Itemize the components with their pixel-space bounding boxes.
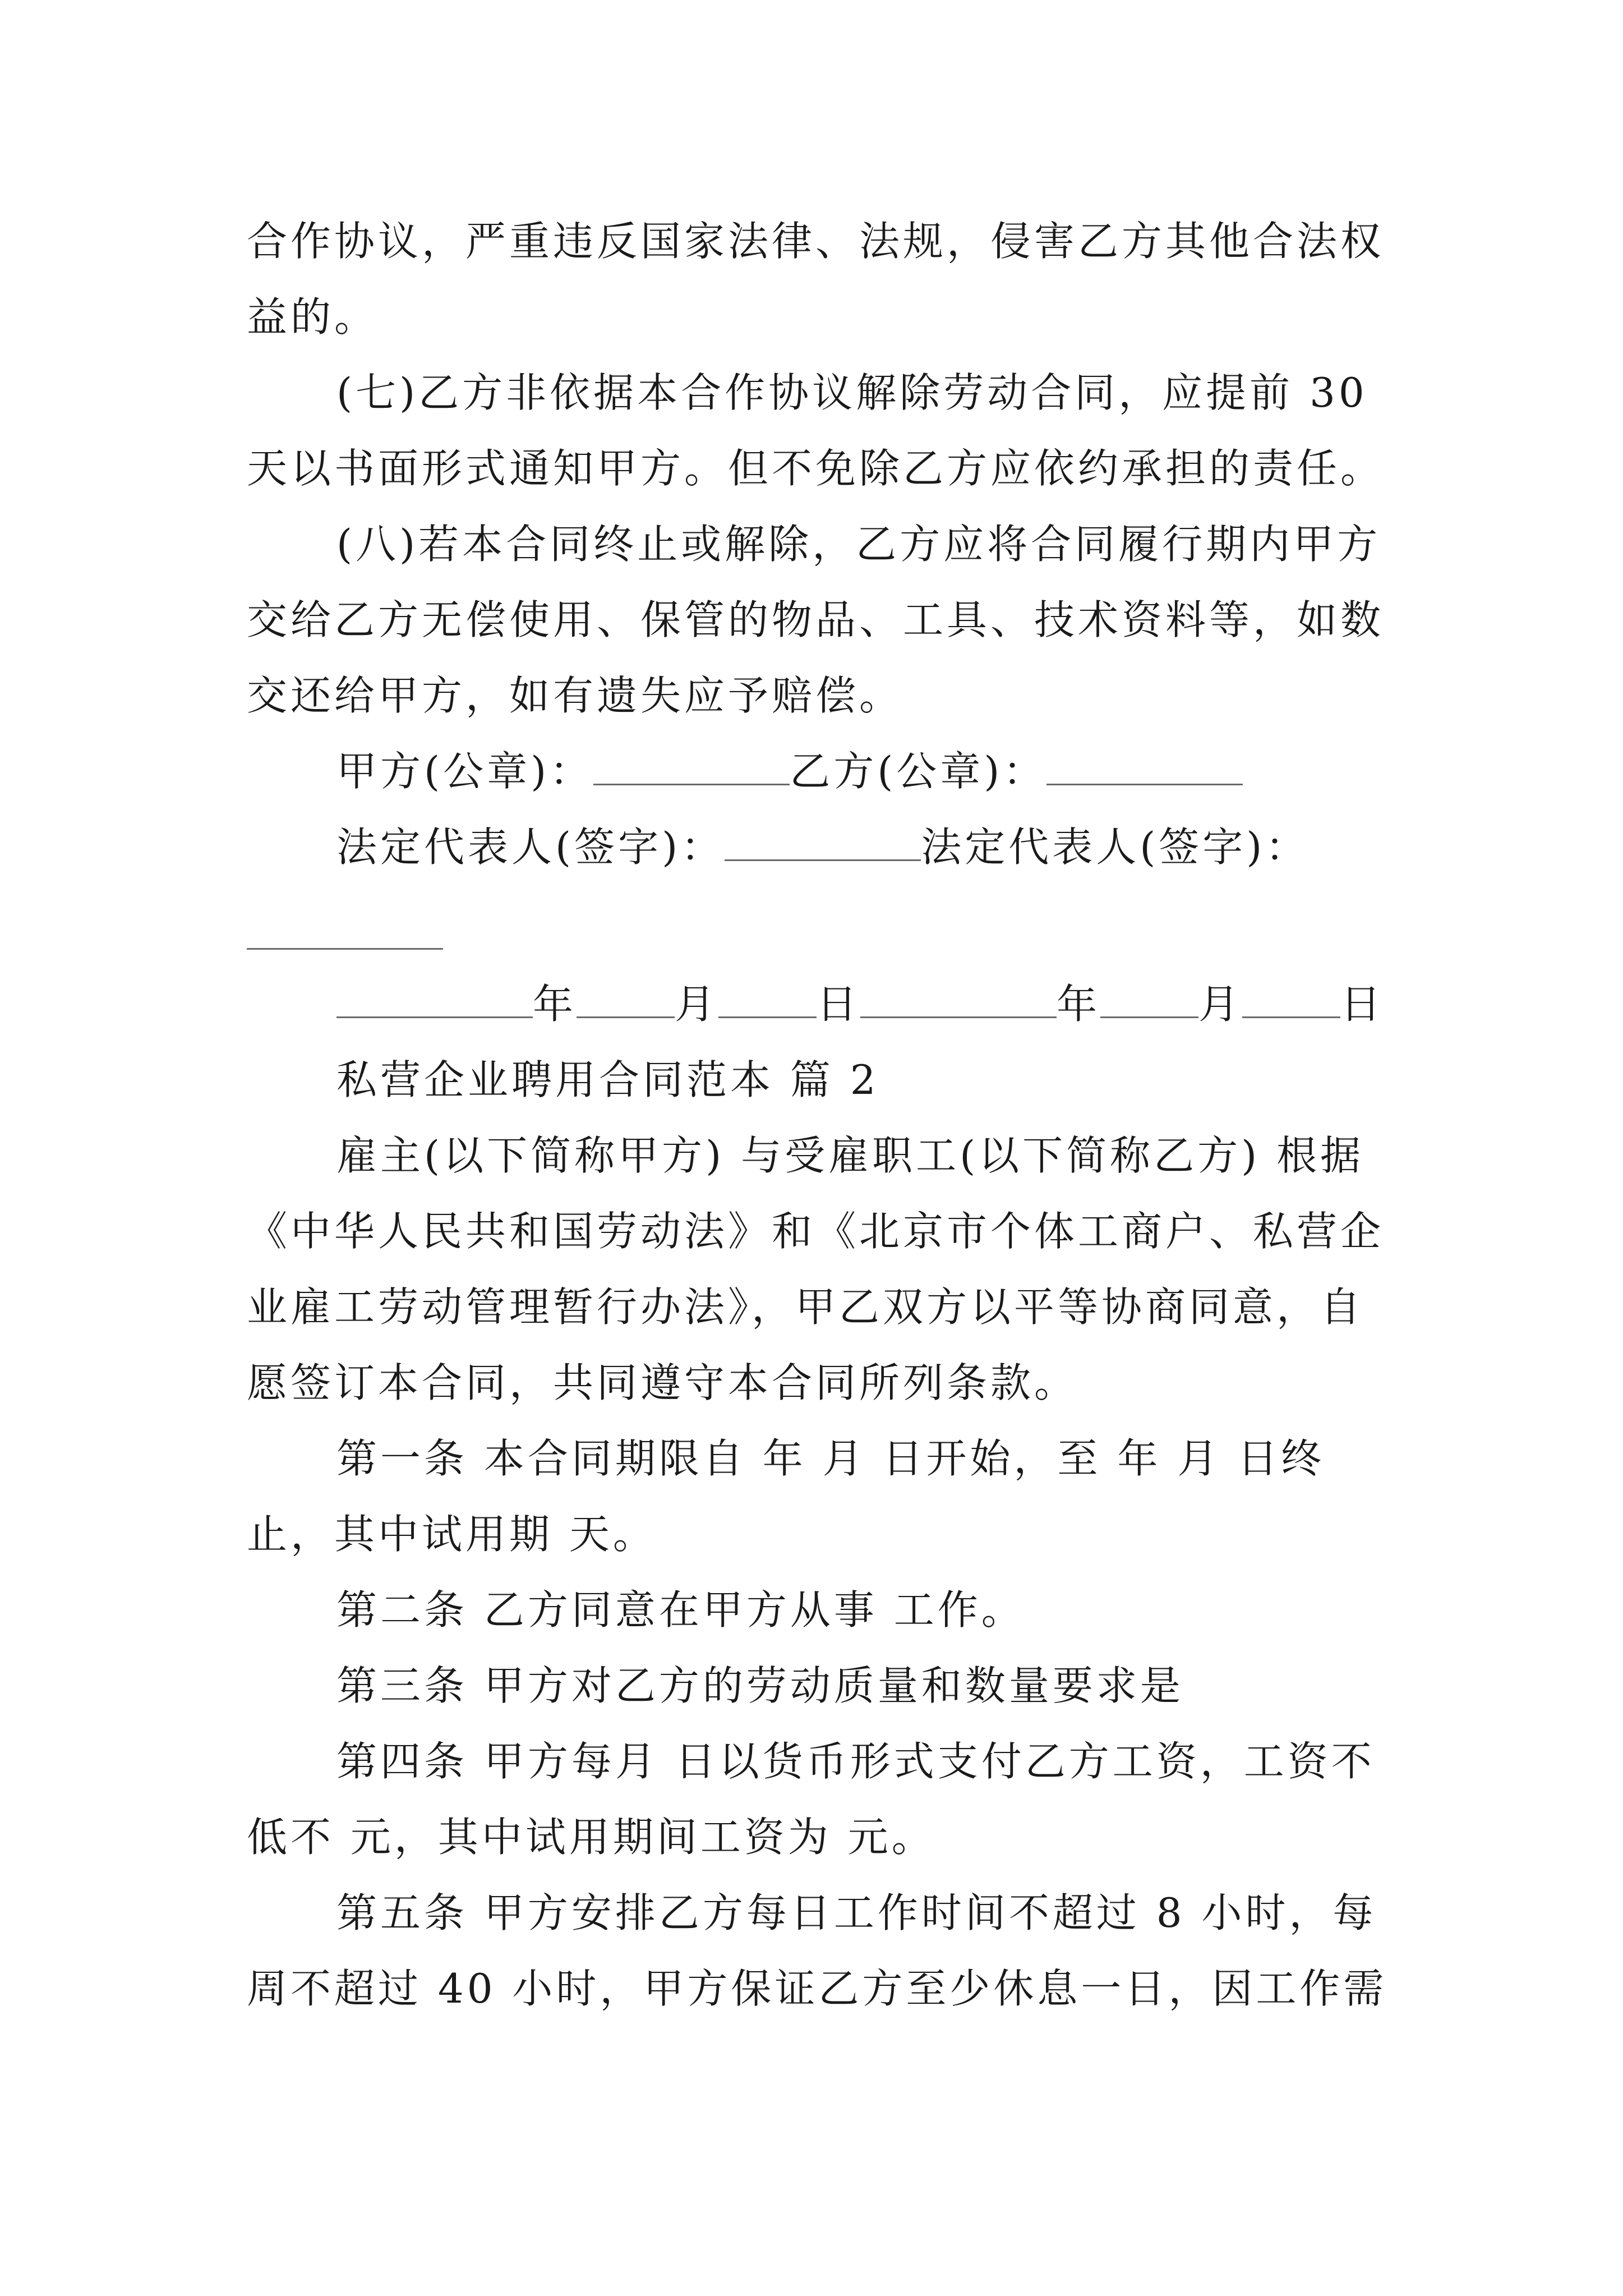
month-label: 月 [1198,981,1243,1028]
party-b-rep-label: 法定代表人(签字)： [921,823,1310,871]
clause-line: 周不超过 40 小时，甲方保证乙方至少休息一日，因工作需 [247,1965,1387,2012]
seal-line [336,746,1243,797]
month-blank [1100,982,1198,1018]
section-heading: 私营企业聘用合同范本 篇 2 [336,1056,879,1103]
paragraph-line: 业雇工劳动管理暂行办法》，甲乙双方以平等协商同意，自 [247,1283,1364,1331]
year-label: 年 [533,981,577,1028]
day-label: 日 [817,981,861,1028]
day-blank [1242,982,1340,1018]
paragraph-line: 益的。 [247,293,379,341]
party-a-seal-blank [593,749,790,785]
representative-line [336,822,1309,872]
paragraph-line: 《中华人民共和国劳动法》和《北京市个体工商户、私营企 [247,1208,1385,1255]
party-b-seal-blank [1046,749,1243,785]
paragraph-line: 交还给甲方，如有遗失应予赔偿。 [247,672,903,719]
party-a-rep-blank [725,825,921,861]
year-blank [860,982,1057,1018]
clause-line: 第一条 本合同期限自 年 月 日开始，至 年 月 日终 [336,1435,1325,1482]
year-label: 年 [1057,981,1101,1028]
clause-line: 第五条 甲方安排乙方每日工作时间不超过 8 小时，每 [336,1889,1377,1936]
paragraph-line: (八)若本合同终止或解除，乙方应将合同履行期内甲方 [336,521,1381,568]
clause-line: 止，其中试用期 天。 [247,1511,657,1558]
day-blank [718,982,817,1018]
paragraph-line: 天以书面形式通知甲方。但不免除乙方应依约承担的责任。 [247,445,1385,492]
party-a-rep-label: 法定代表人(签字)： [336,823,725,871]
clause-line: 低不 元，其中试用期间工资为 元。 [247,1814,935,1861]
month-label: 月 [675,981,719,1028]
party-b-rep-blank [247,948,443,950]
paragraph-line: 雇主(以下简称甲方) 与受雇职工(以下简称乙方) 根据 [336,1132,1364,1179]
paragraph-line: 合作协议，严重违反国家法律、法规，侵害乙方其他合法权 [247,218,1385,265]
party-b-seal-label: 乙方(公章)： [790,748,1047,795]
day-label: 日 [1340,981,1385,1028]
party-a-seal-label: 甲方(公章)： [336,748,594,795]
paragraph-line: 愿签订本合同，共同遵守本合同所列条款。 [247,1359,1078,1406]
clause-line: 第四条 甲方每月 日以货币形式支付乙方工资，工资不 [336,1738,1375,1785]
date-line [336,979,1384,1029]
year-blank [336,982,533,1018]
paragraph-line: (七)乙方非依据本合作协议解除劳动合同，应提前 30 [336,369,1368,416]
clause-line: 第二条 乙方同意在甲方从事 工作。 [336,1586,1025,1634]
paragraph-line: 交给乙方无偿使用、保管的物品、工具、技术资料等，如数 [247,596,1385,643]
month-blank [577,982,675,1018]
clause-line: 第三条 甲方对乙方的劳动质量和数量要求是 [336,1662,1184,1709]
